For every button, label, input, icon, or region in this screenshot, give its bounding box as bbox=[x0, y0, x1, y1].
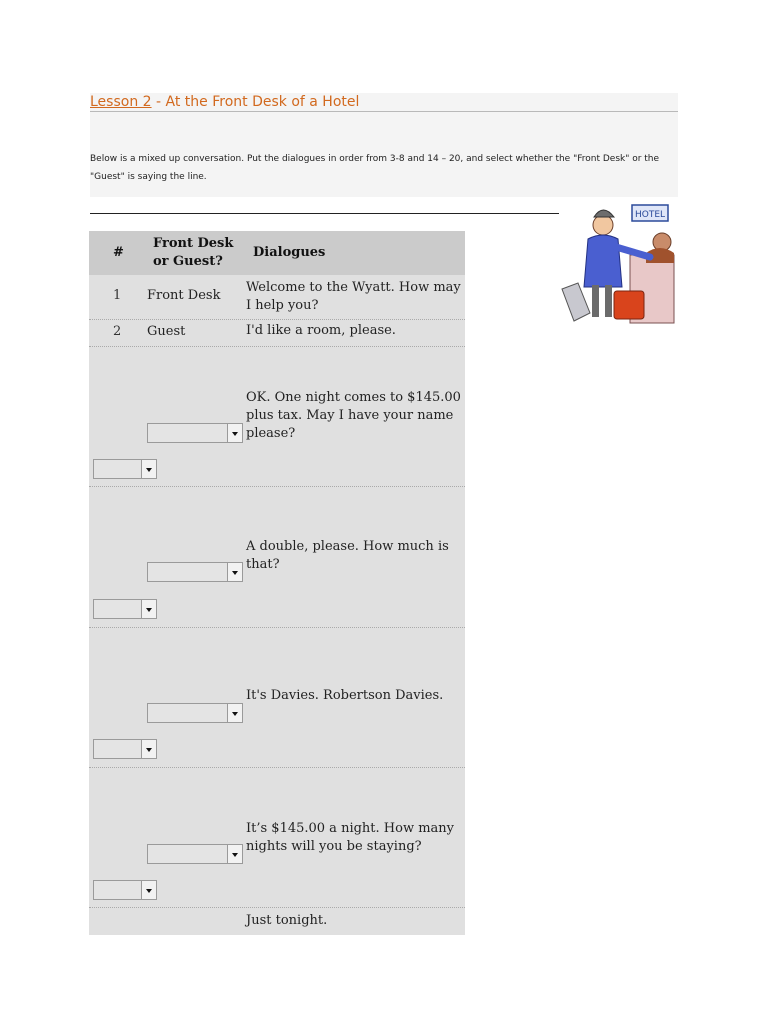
lesson-link[interactable]: Lesson 2 bbox=[90, 94, 152, 110]
chevron-down-icon[interactable] bbox=[227, 563, 242, 581]
row-dialogue: I'd like a room, please. bbox=[246, 323, 396, 338]
table-header bbox=[89, 231, 465, 275]
suitcase-red bbox=[614, 291, 644, 319]
guest-leg-left bbox=[592, 285, 599, 317]
chevron-down-icon[interactable] bbox=[227, 845, 242, 863]
order-select[interactable] bbox=[93, 880, 157, 900]
table-row bbox=[89, 628, 465, 768]
chevron-down-icon[interactable] bbox=[227, 704, 242, 722]
hotel-front-desk-illustration bbox=[558, 197, 676, 327]
order-select[interactable] bbox=[93, 599, 157, 619]
table-row bbox=[89, 768, 465, 908]
row-number: 1 bbox=[113, 288, 122, 303]
guest-jacket bbox=[584, 235, 622, 287]
row-dialogue: OK. One night comes to $145.00 plus tax. May I have your name please? bbox=[246, 390, 461, 441]
table-row bbox=[89, 320, 465, 347]
chevron-down-icon[interactable] bbox=[141, 881, 156, 899]
column-header-number: # bbox=[113, 245, 124, 260]
row-speaker: Front Desk bbox=[147, 288, 221, 303]
order-select[interactable] bbox=[93, 459, 157, 479]
table-row bbox=[89, 347, 465, 487]
row-dialogue: It’s $145.00 a night. How many nights will you be staying? bbox=[246, 821, 454, 854]
hotel-sign-text: HOTEL bbox=[634, 210, 666, 220]
chevron-down-icon[interactable] bbox=[141, 460, 156, 478]
suitcase-grey bbox=[562, 283, 590, 321]
lesson-title bbox=[90, 93, 678, 112]
column-header-speaker-line2: or Guest? bbox=[153, 254, 223, 269]
row-dialogue: Just tonight. bbox=[246, 913, 328, 928]
table-row bbox=[89, 275, 465, 320]
row-dialogue: It's Davies. Robertson Davies. bbox=[246, 688, 444, 703]
divider bbox=[90, 213, 559, 214]
guest-head bbox=[593, 215, 613, 235]
speaker-select[interactable] bbox=[147, 844, 243, 864]
chevron-down-icon[interactable] bbox=[227, 424, 242, 442]
dialogue-table bbox=[89, 231, 465, 935]
guest-hat bbox=[594, 210, 614, 217]
column-header-dialogues: Dialogues bbox=[253, 245, 326, 260]
lesson-title-text: - At the Front Desk of a Hotel bbox=[151, 94, 360, 110]
instructions: Below is a mixed up conversation. Put the dialogues in order from 3-8 and 14 – 20, and select whether the "Front Desk" or the "Guest" is saying the line. bbox=[90, 154, 660, 182]
row-speaker: Guest bbox=[147, 324, 186, 339]
table-row bbox=[89, 487, 465, 628]
column-header-speaker bbox=[153, 235, 233, 271]
row-number: 2 bbox=[113, 324, 122, 339]
order-select[interactable] bbox=[93, 739, 157, 759]
chevron-down-icon[interactable] bbox=[141, 740, 156, 758]
chevron-down-icon[interactable] bbox=[141, 600, 156, 618]
guest-arm bbox=[616, 247, 650, 257]
table-row bbox=[89, 908, 465, 935]
column-header-speaker-line1: Front Desk bbox=[153, 236, 234, 251]
row-dialogue: A double, please. How much is that? bbox=[246, 539, 449, 572]
speaker-select[interactable] bbox=[147, 703, 243, 723]
speaker-select[interactable] bbox=[147, 423, 243, 443]
lesson-header bbox=[90, 93, 678, 197]
speaker-select[interactable] bbox=[147, 562, 243, 582]
row-dialogue: Welcome to the Wyatt. How may I help you? bbox=[246, 280, 461, 313]
guest-leg-right bbox=[605, 285, 612, 317]
